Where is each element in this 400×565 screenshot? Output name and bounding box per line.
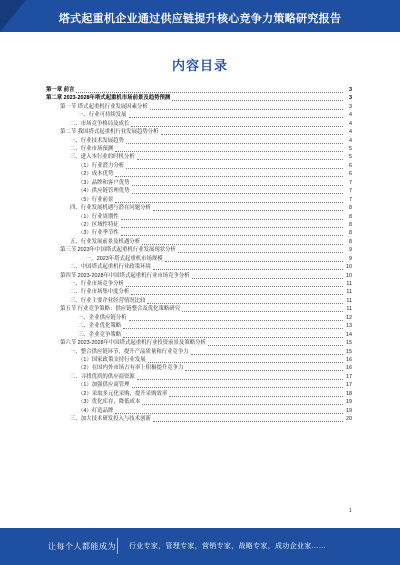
toc-entry-page: 3: [349, 86, 352, 93]
report-title: 塔式起重机企业通过供应链提升核心竞争力策略研究报告: [58, 13, 342, 25]
toc-entry[interactable]: [46, 86, 352, 94]
toc-leader-dots: [126, 167, 343, 169]
toc-entry-title: 一、2023年塔式起重机市场规模: [86, 255, 163, 262]
toc-entry[interactable]: [46, 398, 352, 406]
toc-entry-title: （1）行业周期性: [78, 213, 119, 220]
toc-entry-page: 7: [349, 188, 352, 195]
footer-divider: [117, 538, 118, 554]
toc-entry-title: 二、行业市场预测: [70, 146, 114, 153]
toc-heading: 内容目录: [171, 58, 228, 73]
toc-entry[interactable]: [46, 137, 352, 145]
toc-entry-page: 20: [346, 416, 352, 423]
toc-entry-page: 13: [346, 323, 352, 330]
toc-entry-title: 二、寻找优质的供应商资源: [70, 373, 135, 380]
toc-entry-title: （4）打造品牌: [78, 407, 114, 414]
toc-entry[interactable]: [46, 196, 352, 204]
toc-entry-title: 三、加大技术研发投入与技术创新: [70, 416, 151, 423]
toc-leader-dots: [182, 310, 343, 312]
toc-entry-title: 三、行业主要企业经营情况比较: [70, 297, 146, 304]
toc-leader-dots: [115, 201, 343, 203]
toc-leader-dots: [115, 150, 343, 152]
toc-entry[interactable]: [46, 213, 352, 221]
toc-entry-page: 10: [346, 272, 352, 279]
toc-entry-page: 11: [346, 306, 352, 313]
toc-entry[interactable]: [46, 263, 352, 271]
toc-leader-dots: [121, 218, 343, 220]
toc-entry[interactable]: [46, 289, 352, 297]
toc-entry-title: 二、企业优化策略: [78, 323, 122, 330]
toc-entry[interactable]: [46, 128, 352, 136]
toc-entry-page: 9: [349, 255, 352, 262]
toc-entry-title: 三、进入本行业的时机分析: [70, 154, 135, 161]
toc-entry[interactable]: [46, 94, 352, 102]
toc-leader-dots: [191, 353, 343, 355]
footer-slogan: 让每个人都能成为: [48, 542, 116, 551]
toc-entry-page: 10: [346, 264, 352, 271]
toc-entry-title: 第二章 2023-2028年塔式起重机市场前景及趋势预测: [46, 95, 171, 102]
toc-entry-page: 6: [349, 171, 352, 178]
toc-leader-dots: [153, 420, 343, 422]
toc-leader-dots: [121, 234, 343, 236]
toc-leader-dots: [129, 319, 343, 321]
toc-entry-page: 8: [349, 238, 352, 245]
toc-leader-dots: [137, 158, 343, 160]
page-header: [0, 0, 400, 32]
toc-leader-dots: [147, 302, 343, 304]
toc-entry-title: （1）国家政策支持行业发展: [78, 356, 146, 363]
toc-entry-page: 17: [346, 382, 352, 389]
toc-entry-title: 二、市场竞争格局及成长: [70, 120, 130, 127]
footer-tagline: 行业专家，管理专家，营销专家，战略专家，成功企业家……: [129, 543, 327, 550]
toc-entry[interactable]: [46, 221, 352, 229]
toc-leader-dots: [169, 395, 343, 397]
toc-entry-title: （5）行业前景: [78, 196, 114, 203]
toc-entry[interactable]: [46, 297, 352, 305]
toc-entry-title: 二、中国塔式起重机行业政策环境: [70, 264, 151, 271]
toc-entry-title: 第一节 塔式起重机行业发展因素分析: [60, 103, 148, 110]
toc-entry-title: 一、行业可持续发展: [78, 112, 127, 119]
toc-leader-dots: [192, 277, 343, 279]
toc-entry-page: 5: [349, 146, 352, 153]
toc-entry-title: 一、行业市场竞争分析: [70, 281, 124, 288]
toc-entry-page: 19: [346, 399, 352, 406]
toc-entry[interactable]: [46, 145, 352, 153]
toc-entry-page: 8: [349, 213, 352, 220]
toc-entry-title: 一、企业供应链分析: [78, 314, 127, 321]
toc-entry[interactable]: [46, 179, 352, 187]
page-footer: [0, 528, 400, 565]
toc-leader-dots: [123, 327, 343, 329]
toc-leader-dots: [153, 268, 343, 270]
toc-entry-title: （3）行业季节性: [78, 230, 119, 237]
toc-entry-title: 第四节 2023-2028年中国塔式起重机行业市场竞争分析: [60, 272, 190, 279]
toc-entry-page: 11: [346, 281, 352, 288]
toc-leader-dots: [153, 209, 343, 211]
toc-entry[interactable]: [46, 170, 352, 178]
toc-entry-page: 6: [349, 162, 352, 169]
toc-entry-title: （3）品牌和客户优势: [78, 179, 130, 186]
toc-entry-page: 8: [349, 221, 352, 228]
toc-entry-title: （2）成本优势: [78, 171, 114, 178]
toc-entry-page: 12: [346, 314, 352, 321]
page-number: 1: [349, 508, 352, 514]
toc-leader-dots: [131, 293, 343, 295]
toc-leader-dots: [76, 91, 343, 93]
toc-entry-page: 3: [349, 103, 352, 110]
toc-leader-dots: [115, 175, 343, 177]
toc-entry[interactable]: [46, 322, 352, 330]
toc-entry-page: 3: [349, 95, 352, 102]
toc-entry-title: （1）行业潜力分析: [78, 162, 125, 169]
toc-entry-page: 11: [346, 297, 352, 304]
toc-entry[interactable]: [46, 229, 352, 237]
toc-entry-page: 4: [349, 129, 352, 136]
toc-entry-title: （1）加强供应商管理: [78, 382, 130, 389]
toc-entry-title: 第三节 2023年中国塔式起重机行业发展现状分析: [60, 247, 176, 254]
toc-entry-page: 16: [346, 356, 352, 363]
toc-entry-title: 第五节 行业竞争策略：供应链整合及优化策略研究: [60, 306, 181, 313]
toc-entry[interactable]: [46, 111, 352, 119]
toc-entry[interactable]: [46, 305, 352, 313]
toc-entry[interactable]: [46, 255, 352, 263]
toc-entry[interactable]: [46, 162, 352, 170]
toc-entry-title: （3）优化库存，降低成本: [78, 399, 141, 406]
toc-entry-page: 7: [349, 196, 352, 203]
toc-entry[interactable]: [46, 415, 352, 423]
toc-entry-page: 17: [346, 373, 352, 380]
toc-leader-dots: [115, 412, 343, 414]
toc-entry-title: 四、行业发展机遇与潜在问题分析: [70, 205, 151, 212]
toc-leader-dots: [172, 99, 343, 101]
toc-entry[interactable]: [46, 390, 352, 398]
toc-entry-title: 三、企业竞争策略: [78, 331, 122, 338]
table-of-contents: [46, 86, 352, 424]
toc-entry[interactable]: [46, 272, 352, 280]
toc-entry-page: 15: [346, 348, 352, 355]
toc-entry[interactable]: [46, 364, 352, 372]
toc-entry-title: （2）区域性特征: [78, 221, 119, 228]
toc-leader-dots: [137, 378, 343, 380]
toc-leader-dots: [142, 403, 343, 405]
toc-entry-page: 4: [349, 112, 352, 119]
toc-entry[interactable]: [46, 373, 352, 381]
toc-leader-dots: [126, 142, 343, 144]
toc-entry-title: 第六节 2023-2028年中国塔式起重机行业投资前景及策略分析: [60, 340, 206, 347]
toc-entry-page: 8: [349, 205, 352, 212]
toc-entry[interactable]: [46, 348, 352, 356]
toc-entry-page: 16: [346, 365, 352, 372]
toc-entry-title: （4）供应链管理优势: [78, 188, 130, 195]
toc-leader-dots: [132, 386, 343, 388]
toc-entry-title: 一、行业技术发展趋势: [70, 137, 124, 144]
toc-entry[interactable]: [46, 339, 352, 347]
toc-entry[interactable]: [46, 246, 352, 254]
toc-leader-dots: [132, 192, 343, 194]
toc-leader-dots: [208, 344, 343, 346]
toc-entry-title: （2）在国内外市场占有率上积极提升竞争力: [78, 365, 184, 372]
toc-leader-dots: [129, 116, 343, 118]
toc-entry-title: 一、整合供应链环节，提升产品质量和行业竞争力: [70, 348, 189, 355]
toc-entry-title: 第一章 前言: [46, 86, 75, 93]
toc-leader-dots: [150, 108, 343, 110]
toc-entry[interactable]: [46, 280, 352, 288]
toc-leader-dots: [142, 243, 343, 245]
toc-entry-page: 14: [346, 331, 352, 338]
toc-entry[interactable]: [46, 120, 352, 128]
toc-leader-dots: [126, 285, 343, 287]
toc-leader-dots: [161, 133, 343, 135]
toc-entry[interactable]: [46, 204, 352, 212]
toc-entry[interactable]: [46, 407, 352, 415]
toc-entry-page: 8: [349, 230, 352, 237]
toc-leader-dots: [132, 184, 343, 186]
toc-leader-dots: [123, 336, 343, 338]
toc-entry[interactable]: [46, 331, 352, 339]
toc-leader-dots: [165, 260, 343, 262]
toc-entry[interactable]: [46, 187, 352, 195]
toc-entry[interactable]: [46, 381, 352, 389]
toc-entry-page: 11: [346, 289, 352, 296]
toc-entry-page: 19: [346, 407, 352, 414]
toc-entry-page: 9: [349, 247, 352, 254]
toc-entry-page: 4: [349, 137, 352, 144]
toc-leader-dots: [121, 226, 343, 228]
toc-entry-page: 15: [346, 340, 352, 347]
toc-entry[interactable]: [46, 103, 352, 111]
toc-leader-dots: [185, 369, 343, 371]
toc-entry[interactable]: [46, 314, 352, 322]
toc-entry[interactable]: [46, 154, 352, 162]
toc-entry-title: 二、行业市场集中度分析: [70, 289, 130, 296]
toc-entry-title: 第二节 我国塔式起重机行业发展趋势分析: [60, 129, 159, 136]
toc-entry-title: （2）采取多元化采购，提升采购效率: [78, 390, 168, 397]
toc-entry-page: 7: [349, 179, 352, 186]
toc-entry-page: 5: [349, 154, 352, 161]
toc-entry[interactable]: [46, 356, 352, 364]
toc-leader-dots: [131, 125, 343, 127]
toc-entry-title: 五、行业发展前景及机遇分析: [70, 238, 141, 245]
toc-entry-page: 18: [346, 390, 352, 397]
toc-leader-dots: [178, 251, 343, 253]
toc-entry[interactable]: [46, 238, 352, 246]
toc-entry-page: 4: [349, 120, 352, 127]
toc-leader-dots: [148, 361, 343, 363]
